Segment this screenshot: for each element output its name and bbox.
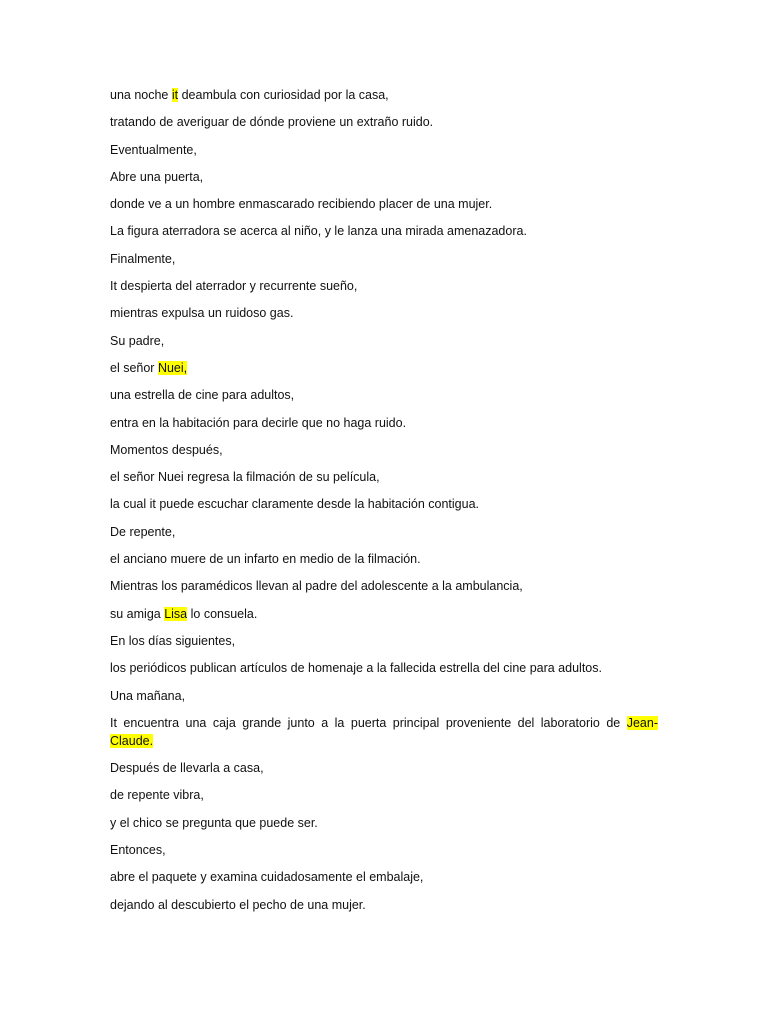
text-line: de repente vibra, [110, 788, 204, 803]
text-line: el anciano muere de un infarto en medio de la filmación. [110, 552, 421, 567]
text-line: la cual it puede escuchar claramente desde la habitación contigua. [110, 497, 479, 512]
text-line: una noche it deambula con curiosidad por la casa, [110, 88, 389, 102]
text-line: Abre una puerta, [110, 169, 204, 184]
text-line: Momentos después, [110, 442, 223, 457]
text-line: La figura aterradora se acerca al niño, y le lanza una mirada amenazadora. [110, 224, 527, 239]
text-line: su amiga Lisa lo consuela. [110, 606, 258, 621]
text-line: una estrella de cine para adultos, [110, 388, 295, 403]
text-line: y el chico se pregunta que puede ser. [110, 815, 318, 830]
text-line: It despierta del aterrador y recurrente sueño, [110, 279, 358, 294]
text-line: donde ve a un hombre enmascarado recibiendo placer de una mujer. [110, 197, 493, 212]
text-line: En los días siguientes, [110, 633, 236, 648]
text-line: el señor Nuei regresa la filmación de su película, [110, 470, 380, 485]
text-line: Eventualmente, [110, 142, 197, 157]
highlight: Nuei, [157, 360, 188, 375]
text-line: Su padre, [110, 333, 165, 348]
document-body [110, 86, 658, 923]
highlight: Jean-Claude. [110, 715, 658, 748]
highlight: it [171, 88, 179, 102]
text-line: tratando de averiguar de dónde proviene un extraño ruido. [110, 115, 434, 130]
text-line: Entonces, [110, 843, 166, 858]
text-line: Mientras los paramédicos llevan al padre del adolescente a la ambulancia, [110, 579, 523, 594]
text-line: Una mañana, [110, 688, 186, 703]
highlight: Lisa [164, 606, 188, 621]
text-line: abre el paquete y examina cuidadosamente el embalaje, [110, 870, 424, 885]
text-line: dejando al descubierto el pecho de una mujer. [110, 897, 366, 912]
text-line: De repente, [110, 524, 176, 539]
text-line: entra en la habitación para decirle que no haga ruido. [110, 415, 407, 430]
text-line: It encuentra una caja grande junto a la puerta principal proveniente del laboratorio de Jean-Claude. [110, 715, 658, 748]
text-line: Después de llevarla a casa, [110, 761, 264, 776]
text-line: el señor Nuei, [110, 360, 188, 375]
text-line: los periódicos publican artículos de homenaje a la fallecida estrella del cine para adultos. [110, 661, 602, 676]
text-line: Finalmente, [110, 251, 176, 266]
text-line: mientras expulsa un ruidoso gas. [110, 306, 294, 321]
